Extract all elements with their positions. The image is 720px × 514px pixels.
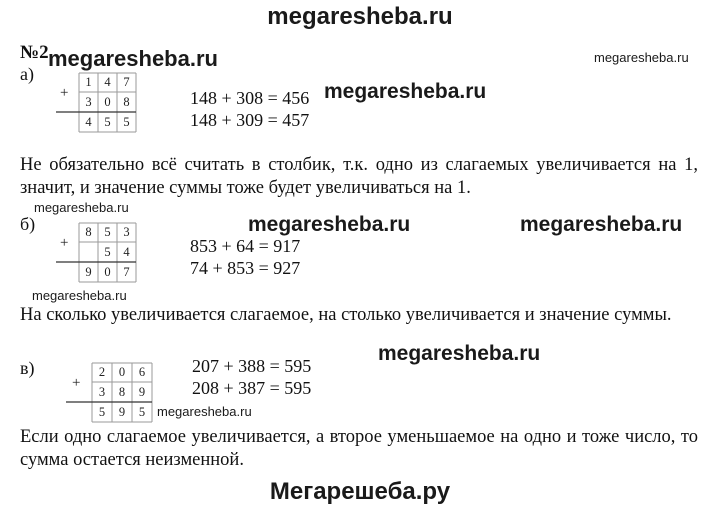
part-a-explanation: Не обязательно всё считать в столбик, т.к. одно из слагаемых увеличивается на 1, значит, и значение суммы тоже будет увеличиваться на 1. xyxy=(20,155,698,198)
watermark-inline: megaresheba.ru xyxy=(324,80,487,103)
digit: 7 xyxy=(123,265,130,279)
part-a-column-addition xyxy=(56,72,136,134)
digit: 5 xyxy=(104,115,111,129)
part-c-explanation: Если одно слагаемое увеличивается, а второе уменьшаемое на одно и тоже число, то сумма остается неизменной. xyxy=(20,427,698,470)
part-c-equation-2: 208 + 387 = 595 xyxy=(192,378,312,398)
part-c-label: в) xyxy=(20,358,35,378)
watermark-small: megaresheba.ru xyxy=(157,404,252,419)
watermark-inline: megaresheba.ru xyxy=(248,213,411,236)
part-b-explanation: На сколько увеличивается слагаемое, на столько увеличивается и значение суммы. xyxy=(20,305,672,325)
watermark-bottom[interactable]: Мегарешеба.ру xyxy=(269,478,451,505)
watermark-top[interactable]: megaresheba.ru xyxy=(267,3,453,30)
digit: 5 xyxy=(104,245,111,259)
digit: 6 xyxy=(138,365,146,379)
plus-sign: + xyxy=(72,375,81,391)
digit: 1 xyxy=(85,75,92,89)
part-b-equation-1: 853 + 64 = 917 xyxy=(190,236,301,256)
digit: 2 xyxy=(98,365,106,379)
digit: 5 xyxy=(123,115,130,129)
part-a-equation-1: 148 + 308 = 456 xyxy=(190,88,310,108)
digit: 0 xyxy=(104,265,111,279)
part-b-column-addition xyxy=(56,222,136,284)
part-b-equation-2: 74 + 853 = 927 xyxy=(190,258,301,278)
digit: 5 xyxy=(98,405,106,419)
digit: 5 xyxy=(104,225,111,239)
task-number: №2 xyxy=(20,42,49,63)
watermark-small: megaresheba.ru xyxy=(34,200,129,215)
watermark-inline: megaresheba.ru xyxy=(520,213,683,236)
digit: 5 xyxy=(138,405,146,419)
digit: 3 xyxy=(98,385,106,399)
part-a-equation-2: 148 + 309 = 457 xyxy=(190,110,310,130)
digit: 4 xyxy=(85,115,92,129)
digit: 0 xyxy=(104,95,111,109)
watermark-small: megaresheba.ru xyxy=(594,50,689,65)
watermark-small: megaresheba.ru xyxy=(32,288,127,303)
digit: 0 xyxy=(118,365,126,379)
digit: 4 xyxy=(104,75,111,89)
plus-sign: + xyxy=(60,235,69,251)
part-c-equation-1: 207 + 388 = 595 xyxy=(192,356,312,376)
digit: 3 xyxy=(85,95,92,109)
part-b-label: б) xyxy=(20,214,36,234)
digit: 3 xyxy=(123,225,130,239)
digit: 8 xyxy=(85,225,92,239)
plus-sign: + xyxy=(60,85,69,101)
part-a-label: а) xyxy=(20,64,34,84)
part-c-column-addition xyxy=(66,362,152,424)
digit: 8 xyxy=(123,95,130,109)
watermark-inline: megaresheba.ru xyxy=(378,342,541,365)
digit xyxy=(79,243,98,262)
digit: 9 xyxy=(138,385,146,399)
digit: 9 xyxy=(85,265,92,279)
digit: 8 xyxy=(118,385,126,399)
watermark-inline: megaresheba.ru xyxy=(48,46,218,71)
digit: 4 xyxy=(123,245,130,259)
digit: 9 xyxy=(118,405,126,419)
digit: 7 xyxy=(123,75,130,89)
